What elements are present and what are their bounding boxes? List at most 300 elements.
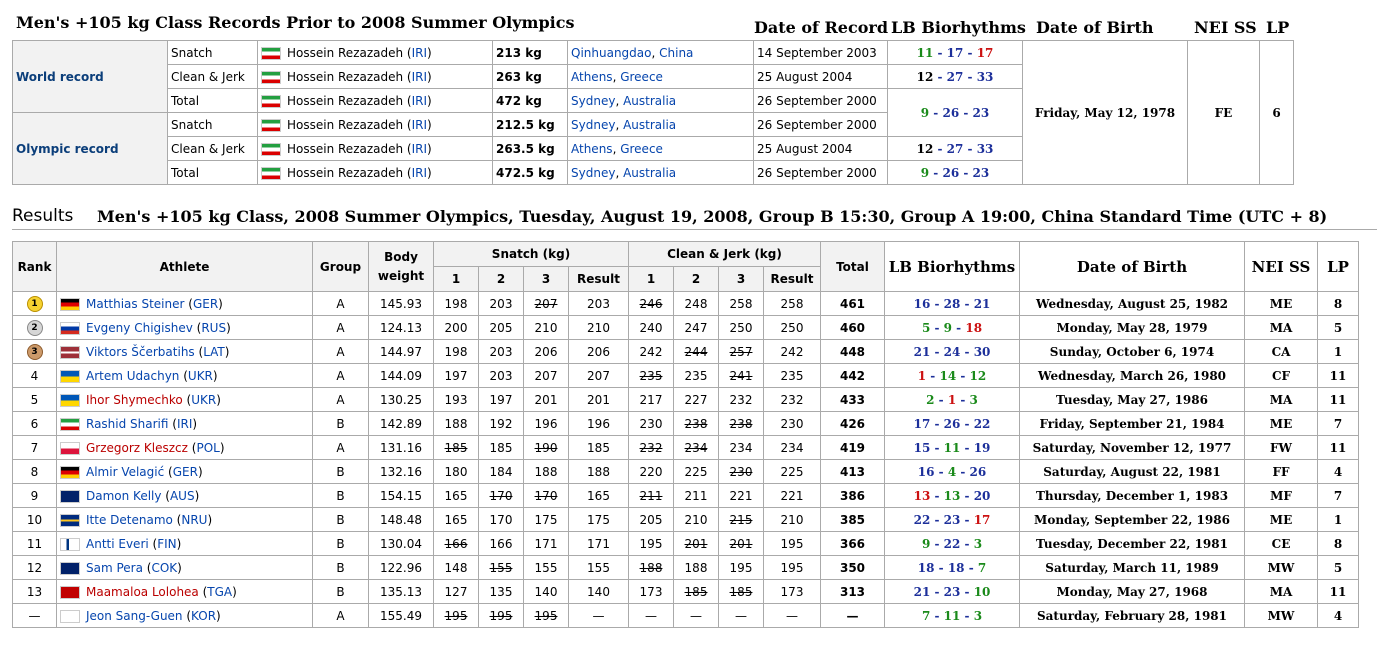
- record-city-link[interactable]: Sydney: [571, 93, 616, 108]
- noc-link[interactable]: COK: [151, 560, 178, 575]
- record-city-link[interactable]: Athens: [571, 141, 613, 156]
- bio-value: 19: [973, 440, 991, 455]
- total-cell: 448: [821, 340, 885, 364]
- total-cell: —: [821, 604, 885, 628]
- record-city-link[interactable]: Athens: [571, 69, 613, 84]
- bio-value: 16: [913, 296, 931, 311]
- record-location: Qinhuangdao, China: [568, 41, 754, 65]
- bio-separator: -: [960, 296, 974, 311]
- silver-medal-icon: 2: [27, 320, 43, 336]
- bio-value: 3: [973, 536, 983, 551]
- cj-attempt-1-cell: 195: [629, 532, 674, 556]
- snatch-attempt-1-cell: 166: [434, 532, 479, 556]
- athlete-link[interactable]: Itte Detenamo: [86, 512, 173, 527]
- snatch-attempt-3-cell: 195: [524, 604, 569, 628]
- bio-value: 4: [947, 464, 957, 479]
- snatch-attempt-1-cell: 188: [434, 412, 479, 436]
- bio-value: 33: [976, 69, 994, 84]
- results-title: Men's +105 kg Class, 2008 Summer Olympics, Tuesday, August 19, 2008, Group B 15:30, Group A 19:00, China Standard Time (UTC + 8): [97, 207, 1328, 226]
- cj-result-cell: 221: [764, 484, 821, 508]
- group-cell: B: [313, 412, 369, 436]
- record-biorhythm: [888, 161, 1023, 185]
- bio-value: 12: [916, 141, 934, 156]
- biorhythm-cell: [885, 340, 1020, 364]
- noc-link[interactable]: GER: [172, 464, 198, 479]
- record-country-link[interactable]: Greece: [620, 69, 663, 84]
- athlete-link[interactable]: Grzegorz Kleszcz: [86, 440, 188, 455]
- rank-cell: [13, 412, 57, 436]
- record-country-link[interactable]: Australia: [623, 117, 677, 132]
- record-athlete: Hossein Rezazadeh (IRI): [258, 65, 493, 89]
- cj-attempt-1-cell: 230: [629, 412, 674, 436]
- date-of-birth-cell: Monday, May 28, 1979: [1020, 316, 1245, 340]
- cj-attempt-2-cell: 210: [674, 508, 719, 532]
- snatch-attempt-3-cell: 210: [524, 316, 569, 340]
- date-of-birth-cell: Monday, September 22, 1986: [1020, 508, 1245, 532]
- rank-cell: [13, 316, 57, 340]
- bio-separator: -: [964, 560, 978, 575]
- nei-ss-cell: MA: [1245, 580, 1318, 604]
- bio-value: 17: [946, 45, 964, 60]
- lp-cell: 4: [1318, 460, 1359, 484]
- record-city-link[interactable]: Sydney: [571, 165, 616, 180]
- snatch-attempt-2-cell: 170: [479, 484, 524, 508]
- biorhythm-cell: [885, 556, 1020, 580]
- body-weight-cell: 122.96: [369, 556, 434, 580]
- body-weight-cell: 135.13: [369, 580, 434, 604]
- rank-value: 13: [26, 584, 43, 599]
- cj-attempt-2-cell: 235: [674, 364, 719, 388]
- cj-result-cell: 173: [764, 580, 821, 604]
- bio-separator: -: [963, 45, 977, 60]
- noc-link[interactable]: LAT: [203, 344, 225, 359]
- iran-flag-icon: [261, 167, 281, 180]
- record-athlete-link[interactable]: Hossein Rezazadeh: [287, 93, 404, 108]
- snatch-attempt-3-cell: 190: [524, 436, 569, 460]
- total-cell: 386: [821, 484, 885, 508]
- athlete-link[interactable]: Viktors Ščerbatihs: [86, 344, 195, 359]
- record-biorhythm: [888, 65, 1023, 89]
- noc-link[interactable]: NRU: [181, 512, 208, 527]
- bio-separator: -: [963, 141, 977, 156]
- bio-separator: -: [960, 512, 974, 527]
- snatch-result-header: Result: [569, 267, 629, 292]
- athlete-cell: Ihor Shymechko (UKR): [57, 388, 313, 412]
- result-row: [13, 340, 1359, 364]
- biorhythm-cell: [885, 460, 1020, 484]
- record-lift: Total: [168, 89, 258, 113]
- cj-attempt-2-cell: 201: [674, 532, 719, 556]
- noc-link[interactable]: UKR: [187, 368, 213, 383]
- noc-link[interactable]: IRI: [176, 416, 193, 431]
- bio-separator: -: [956, 464, 970, 479]
- bio-value: 11: [943, 440, 961, 455]
- snatch-attempt-3-cell: 207: [524, 364, 569, 388]
- bio-separator: -: [933, 69, 947, 84]
- date-of-record-header: Date of Record: [754, 18, 889, 37]
- snatch-attempt-1-header: 1: [434, 267, 479, 292]
- bio-separator: -: [960, 536, 974, 551]
- bio-separator: -: [934, 464, 948, 479]
- cj-attempt-1-cell: 217: [629, 388, 674, 412]
- record-biorhythm: [888, 41, 1023, 65]
- body-weight-cell: 124.13: [369, 316, 434, 340]
- bio-value: 22: [943, 536, 961, 551]
- ukr-flag-icon: [60, 394, 80, 407]
- lp-header: LP: [1266, 18, 1290, 37]
- bio-separator: -: [930, 536, 944, 551]
- record-noc-link[interactable]: IRI: [411, 117, 428, 132]
- bio-value: 26: [942, 105, 960, 120]
- snatch-attempt-1-cell: 165: [434, 484, 479, 508]
- cj-attempt-1-cell: 205: [629, 508, 674, 532]
- biorhythm-cell: [885, 292, 1020, 316]
- snatch-header: Snatch (kg): [434, 242, 629, 267]
- kor-flag-icon: [60, 610, 80, 623]
- total-header: Total: [821, 242, 885, 292]
- bio-value: 27: [946, 69, 964, 84]
- result-row: [13, 604, 1359, 628]
- noc-link[interactable]: AUS: [169, 488, 195, 503]
- snatch-attempt-1-cell: 165: [434, 508, 479, 532]
- date-of-birth-cell: Saturday, August 22, 1981: [1020, 460, 1245, 484]
- iran-flag-icon: [261, 47, 281, 60]
- bio-value: 18: [947, 560, 965, 575]
- snatch-attempt-1-cell: 198: [434, 340, 479, 364]
- ger-flag-icon: [60, 298, 80, 311]
- iran-flag-icon: [261, 119, 281, 132]
- snatch-result-cell: 196: [569, 412, 629, 436]
- record-weight: 212.5 kg: [493, 113, 568, 137]
- rank-value: 6: [30, 416, 39, 431]
- bio-separator: -: [959, 105, 973, 120]
- cj-attempt-3-cell: 230: [719, 460, 764, 484]
- biorhythm-cell: [885, 364, 1020, 388]
- snatch-result-cell: 203: [569, 292, 629, 316]
- lp-cell: 1: [1318, 508, 1359, 532]
- rank-value: 4: [30, 368, 39, 383]
- athlete-link[interactable]: Almir Velagić: [86, 464, 165, 479]
- result-row: [13, 460, 1359, 484]
- nei-ss-cell: FF: [1245, 460, 1318, 484]
- record-city-link[interactable]: Sydney: [571, 117, 616, 132]
- snatch-attempt-3-cell: 170: [524, 484, 569, 508]
- body-weight-cell: 145.93: [369, 292, 434, 316]
- body-weight-header: Body weight: [369, 242, 434, 292]
- noc-link[interactable]: UKR: [191, 392, 217, 407]
- total-cell: 385: [821, 508, 885, 532]
- result-row: [13, 388, 1359, 412]
- noc-link[interactable]: POL: [196, 440, 220, 455]
- record-athlete: Hossein Rezazadeh (IRI): [258, 161, 493, 185]
- cj-attempt-2-cell: 244: [674, 340, 719, 364]
- cj-attempt-3-cell: 234: [719, 436, 764, 460]
- snatch-attempt-1-cell: 193: [434, 388, 479, 412]
- group-cell: B: [313, 556, 369, 580]
- date-of-birth-cell: Saturday, March 11, 1989: [1020, 556, 1245, 580]
- athlete-link[interactable]: Sam Pera: [86, 560, 143, 575]
- athlete-cell: Rashid Sharifi (IRI): [57, 412, 313, 436]
- record-noc-link[interactable]: IRI: [411, 141, 428, 156]
- lp-cell: 4: [1318, 604, 1359, 628]
- bio-value: 1: [917, 368, 927, 383]
- record-athlete-link[interactable]: Hossein Rezazadeh: [287, 45, 404, 60]
- record-lift: Snatch: [168, 41, 258, 65]
- athlete-cell: Matthias Steiner (GER): [57, 292, 313, 316]
- cj-result-cell: 232: [764, 388, 821, 412]
- bio-value: 23: [972, 105, 990, 120]
- record-biorhythm: [888, 89, 1023, 137]
- record-athlete-link[interactable]: Hossein Rezazadeh: [287, 141, 404, 156]
- bio-value: 17: [913, 416, 931, 431]
- bio-separator: -: [960, 584, 974, 599]
- clean-jerk-header: Clean & Jerk (kg): [629, 242, 821, 267]
- bio-value: 18: [965, 320, 983, 335]
- bio-separator: -: [956, 392, 970, 407]
- snatch-result-cell: 206: [569, 340, 629, 364]
- bio-value: 3: [973, 608, 983, 623]
- record-weight: 213 kg: [493, 41, 568, 65]
- biorhythm-cell: [885, 508, 1020, 532]
- nei-ss-cell: MW: [1245, 556, 1318, 580]
- bio-separator: -: [926, 368, 940, 383]
- record-athlete-link[interactable]: Hossein Rezazadeh: [287, 165, 404, 180]
- noc-link[interactable]: FIN: [157, 536, 177, 551]
- rank-cell: [13, 364, 57, 388]
- lb-biorhythms-column-header: LB Biorhythms: [885, 242, 1020, 292]
- bio-value: 24: [943, 344, 961, 359]
- lp-cell: 11: [1318, 388, 1359, 412]
- cj-result-cell: 225: [764, 460, 821, 484]
- record-date: 25 August 2004: [754, 137, 888, 161]
- cj-attempt-1-cell: 220: [629, 460, 674, 484]
- date-of-birth-cell: Friday, September 21, 1984: [1020, 412, 1245, 436]
- snatch-attempt-3-cell: 171: [524, 532, 569, 556]
- results-table: [12, 241, 1359, 628]
- athlete-header: Athlete: [57, 242, 313, 292]
- nei-ss-cell: ME: [1245, 412, 1318, 436]
- athlete-cell: Jeon Sang-Guen (KOR): [57, 604, 313, 628]
- cj-attempt-3-cell: 238: [719, 412, 764, 436]
- body-weight-cell: 130.25: [369, 388, 434, 412]
- record-country-link[interactable]: Australia: [623, 93, 677, 108]
- result-row: [13, 556, 1359, 580]
- bio-separator: -: [933, 141, 947, 156]
- cj-attempt-1-cell: 232: [629, 436, 674, 460]
- rank-cell: [13, 292, 57, 316]
- nei-ss-column-header: NEI SS: [1245, 242, 1318, 292]
- record-country-link[interactable]: Australia: [623, 165, 677, 180]
- record-country-link[interactable]: Greece: [620, 141, 663, 156]
- record-date: 14 September 2003: [754, 41, 888, 65]
- nei-ss-cell: ME: [1245, 508, 1318, 532]
- bio-value: 13: [913, 488, 931, 503]
- bio-value: 33: [976, 141, 994, 156]
- record-athlete: Hossein Rezazadeh (IRI): [258, 137, 493, 161]
- record-noc-link[interactable]: IRI: [411, 69, 428, 84]
- nei-ss-cell: FW: [1245, 436, 1318, 460]
- cj-attempt-1-cell: 173: [629, 580, 674, 604]
- lp-cell: 5: [1318, 316, 1359, 340]
- athlete-cell: Itte Detenamo (NRU): [57, 508, 313, 532]
- athlete-cell: Sam Pera (COK): [57, 556, 313, 580]
- snatch-attempt-2-cell: 203: [479, 340, 524, 364]
- bio-value: 23: [943, 584, 961, 599]
- total-cell: 433: [821, 388, 885, 412]
- group-cell: B: [313, 484, 369, 508]
- bio-separator: -: [929, 165, 943, 180]
- lat-flag-icon: [60, 346, 80, 359]
- bio-value: 26: [943, 416, 961, 431]
- total-cell: 313: [821, 580, 885, 604]
- biorhythm-cell: [885, 316, 1020, 340]
- bio-value: 30: [973, 344, 991, 359]
- athlete-link[interactable]: Evgeny Chigishev: [86, 320, 193, 335]
- snatch-result-cell: 140: [569, 580, 629, 604]
- nei-ss-cell: MF: [1245, 484, 1318, 508]
- record-location: Sydney, Australia: [568, 161, 754, 185]
- nei-ss-cell: ME: [1245, 292, 1318, 316]
- record-noc-link[interactable]: IRI: [411, 165, 428, 180]
- total-cell: 350: [821, 556, 885, 580]
- cj-attempt-2-cell: 238: [674, 412, 719, 436]
- bio-value: 21: [913, 344, 931, 359]
- cj-attempt-2-cell: 211: [674, 484, 719, 508]
- bio-value: 23: [943, 512, 961, 527]
- lp-column-header: LP: [1318, 242, 1359, 292]
- noc-link[interactable]: KOR: [191, 608, 217, 623]
- bio-value: 17: [976, 45, 994, 60]
- athlete-cell: Grzegorz Kleszcz (POL): [57, 436, 313, 460]
- lp-cell: 7: [1318, 412, 1359, 436]
- bio-value: 17: [973, 512, 991, 527]
- bio-value: 11: [916, 45, 934, 60]
- group-cell: A: [313, 292, 369, 316]
- bio-separator: -: [959, 165, 973, 180]
- biorhythm-cell: [885, 484, 1020, 508]
- bio-value: 26: [969, 464, 987, 479]
- rank-cell: [13, 508, 57, 532]
- noc-link[interactable]: GER: [192, 296, 219, 311]
- athlete-link[interactable]: Artem Udachyn: [86, 368, 180, 383]
- total-cell: 460: [821, 316, 885, 340]
- snatch-attempt-1-cell: 198: [434, 292, 479, 316]
- cj-attempt-3-header: 3: [719, 267, 764, 292]
- record-country-link[interactable]: China: [659, 45, 694, 60]
- cj-result-cell: 195: [764, 532, 821, 556]
- cj-attempt-3-cell: 221: [719, 484, 764, 508]
- athlete-link[interactable]: Ihor Shymechko: [86, 392, 183, 407]
- athlete-link[interactable]: Matthias Steiner: [86, 296, 185, 311]
- nei-ss-cell: CE: [1245, 532, 1318, 556]
- result-row: [13, 532, 1359, 556]
- total-cell: 419: [821, 436, 885, 460]
- bio-separator: -: [930, 608, 944, 623]
- nei-ss-cell: MA: [1245, 316, 1318, 340]
- bio-value: 9: [920, 165, 930, 180]
- record-weight: 263 kg: [493, 65, 568, 89]
- cj-attempt-1-cell: 235: [629, 364, 674, 388]
- snatch-attempt-2-cell: 135: [479, 580, 524, 604]
- rank-cell: [13, 484, 57, 508]
- results-divider: [12, 229, 1377, 230]
- bio-value: 22: [973, 416, 991, 431]
- record-noc-link[interactable]: IRI: [411, 45, 428, 60]
- date-of-birth-cell: Sunday, October 6, 1974: [1020, 340, 1245, 364]
- bio-value: 20: [973, 488, 991, 503]
- bio-value: 7: [921, 608, 931, 623]
- athlete-link[interactable]: Jeon Sang-Guen: [86, 608, 183, 623]
- athlete-link[interactable]: Antti Everi: [86, 536, 149, 551]
- bio-separator: -: [930, 296, 944, 311]
- snatch-attempt-1-cell: 148: [434, 556, 479, 580]
- record-holder-lp: 6: [1260, 41, 1294, 185]
- record-date: 25 August 2004: [754, 65, 888, 89]
- record-city-link[interactable]: Qinhuangdao: [571, 45, 652, 60]
- record-athlete-link[interactable]: Hossein Rezazadeh: [287, 69, 404, 84]
- bio-separator: -: [930, 488, 944, 503]
- cj-attempt-3-cell: 215: [719, 508, 764, 532]
- athlete-link[interactable]: Damon Kelly: [86, 488, 162, 503]
- snatch-result-cell: 155: [569, 556, 629, 580]
- group-cell: A: [313, 364, 369, 388]
- snatch-result-cell: 165: [569, 484, 629, 508]
- record-lift: Clean & Jerk: [168, 65, 258, 89]
- record-athlete-link[interactable]: Hossein Rezazadeh: [287, 117, 404, 132]
- records-heading: Men's +105 kg Class Records Prior to 2008 Summer Olympics: [16, 13, 575, 32]
- snatch-attempt-2-cell: 203: [479, 364, 524, 388]
- bio-value: 12: [969, 368, 987, 383]
- result-row: [13, 364, 1359, 388]
- snatch-attempt-3-header: 3: [524, 267, 569, 292]
- date-of-birth-cell: Tuesday, May 27, 1986: [1020, 388, 1245, 412]
- cj-attempt-2-cell: 234: [674, 436, 719, 460]
- bio-separator: -: [934, 560, 948, 575]
- bio-value: 22: [913, 512, 931, 527]
- snatch-result-cell: —: [569, 604, 629, 628]
- bio-separator: -: [934, 392, 948, 407]
- rank-value: 7: [30, 440, 39, 455]
- bio-separator: -: [933, 45, 947, 60]
- athlete-link[interactable]: Rashid Sharifi: [86, 416, 169, 431]
- group-cell: A: [313, 316, 369, 340]
- record-holder-nei: FE: [1188, 41, 1260, 185]
- body-weight-cell: 144.09: [369, 364, 434, 388]
- cj-attempt-1-header: 1: [629, 267, 674, 292]
- record-location: Sydney, Australia: [568, 113, 754, 137]
- record-lift: Total: [168, 161, 258, 185]
- record-noc-link[interactable]: IRI: [411, 93, 428, 108]
- rus-flag-icon: [60, 322, 80, 335]
- rank-cell: [13, 388, 57, 412]
- snatch-attempt-2-cell: 192: [479, 412, 524, 436]
- bio-value: 21: [913, 584, 931, 599]
- cj-attempt-1-cell: 240: [629, 316, 674, 340]
- athlete-link[interactable]: Maamaloa Lolohea: [86, 584, 199, 599]
- total-cell: 461: [821, 292, 885, 316]
- bio-separator: -: [930, 416, 944, 431]
- noc-link[interactable]: RUS: [201, 320, 227, 335]
- group-header: Group: [313, 242, 369, 292]
- world-record-label: World record: [13, 41, 168, 113]
- rank-value: 8: [30, 464, 39, 479]
- lb-biorhythms-header: LB Biorhythms: [891, 18, 1026, 37]
- snatch-attempt-1-cell: 180: [434, 460, 479, 484]
- noc-link[interactable]: TGA: [207, 584, 233, 599]
- group-cell: B: [313, 580, 369, 604]
- result-row: [13, 580, 1359, 604]
- record-row: [13, 41, 1294, 65]
